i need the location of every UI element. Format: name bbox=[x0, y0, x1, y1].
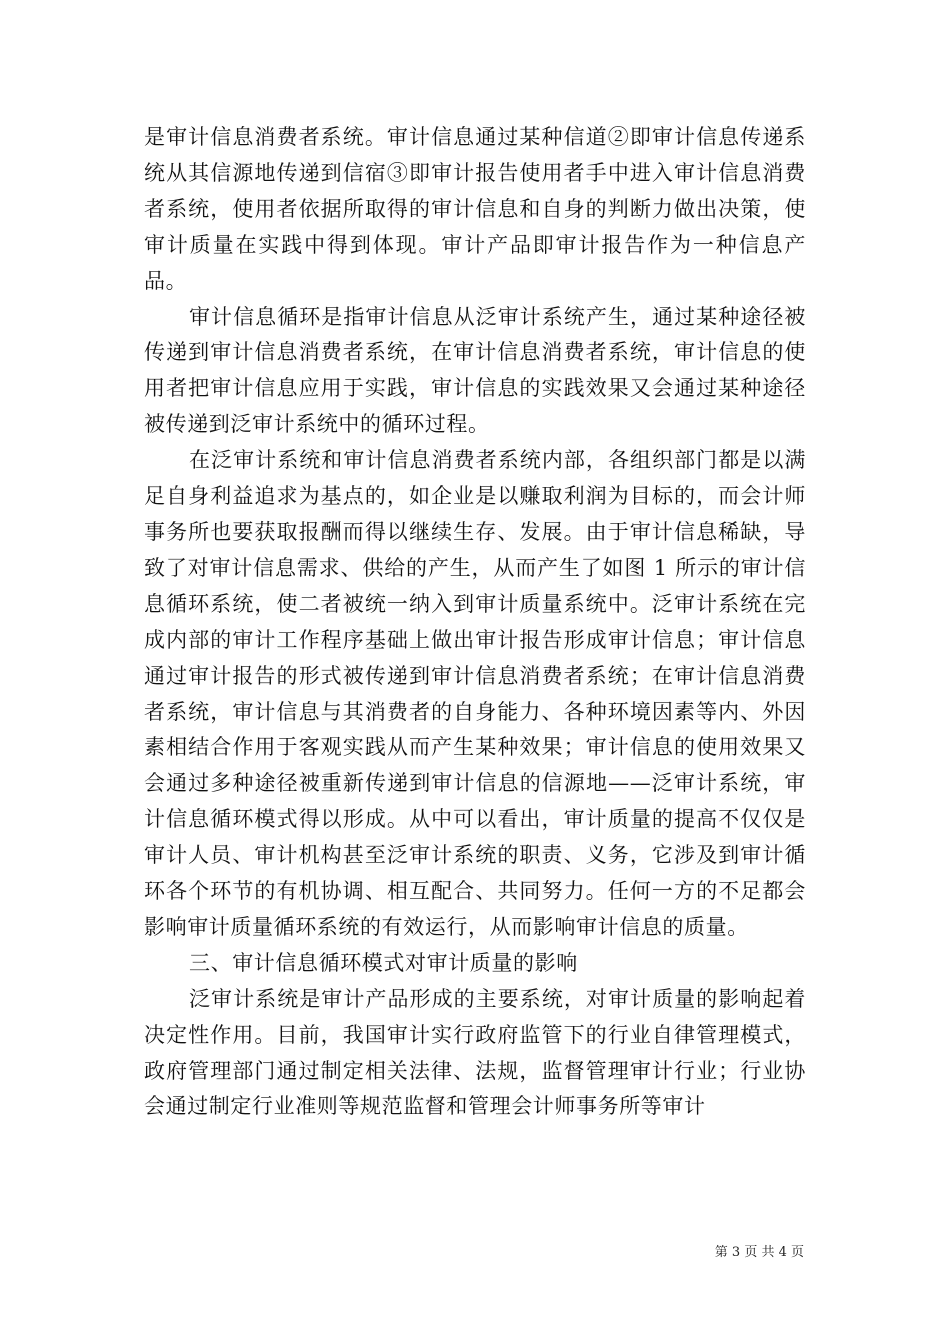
paragraph-continuation: 是审计信息消费者系统。审计信息通过某种信道②即审计信息传递系统从其信源地传递到信宿③即审计报告使用者手中进入审计信息消费者系统，使用者依据所取得的审计信息和自身的判断力做出决策，使审计质量在实践中得到体现。审计产品即审计报告作为一种信息产品。 bbox=[144, 125, 806, 293]
document-body bbox=[144, 120, 806, 1125]
page-number-footer: 第 3 页 共 4 页 bbox=[714, 1245, 804, 1260]
paragraph-systems-interaction: 在泛审计系统和审计信息消费者系统内部，各组织部门都是以满足自身利益追求为基点的，如企业是以赚取利润为目标的，而会计师事务所也要获取报酬而得以继续生存、发展。由于审计信息稀缺，导致了对审计信息需求、供给的产生，从而产生了如图 1 所示的审计信息循环系统，使二者被统一纳入到审计质量系统中。泛审计系统在完成内部的审计工作程序基础上做出审计报告形成审计信息；审计信息通过审计报告的形式被传递到审计信息消费者系统；在审计信息消费者系统，审计信息与其消费者的自身能力、各种环境因素等内、外因素相结合作用于客观实践从而产生某种效果；审计信息的使用效果又会通过多种途径被重新传递到审计信息的信源地——泛审计系统，审计信息循环模式得以形成。从中可以看出，审计质量的提高不仅仅是审计人员、审计机构甚至泛审计系统的职责、义务，它涉及到审计循环各个环节的有机协调、相互配合、共同努力。任何一方的不足都会影响审计质量循环系统的有效运行，从而影响审计信息的质量。 bbox=[144, 448, 806, 939]
section-heading: 三、审计信息循环模式对审计质量的影响 bbox=[189, 950, 578, 975]
paragraph-audit-info-cycle: 审计信息循环是指审计信息从泛审计系统产生，通过某种途径被传递到审计信息消费者系统，在审计信息消费者系统，审计信息的使用者把审计信息应用于实践，审计信息的实践效果又会通过某种途径被传递到泛审计系统中的循环过程。 bbox=[144, 304, 806, 437]
paragraph-pan-audit-system: 泛审计系统是审计产品形成的主要系统，对审计质量的影响起着决定性作用。目前，我国审计实行政府监管下的行业自律管理模式，政府管理部门通过制定相关法律、法规，监督管理审计行业；行业协会通过制定行业准则等规范监督和管理会计师事务所等审计 bbox=[144, 986, 806, 1119]
